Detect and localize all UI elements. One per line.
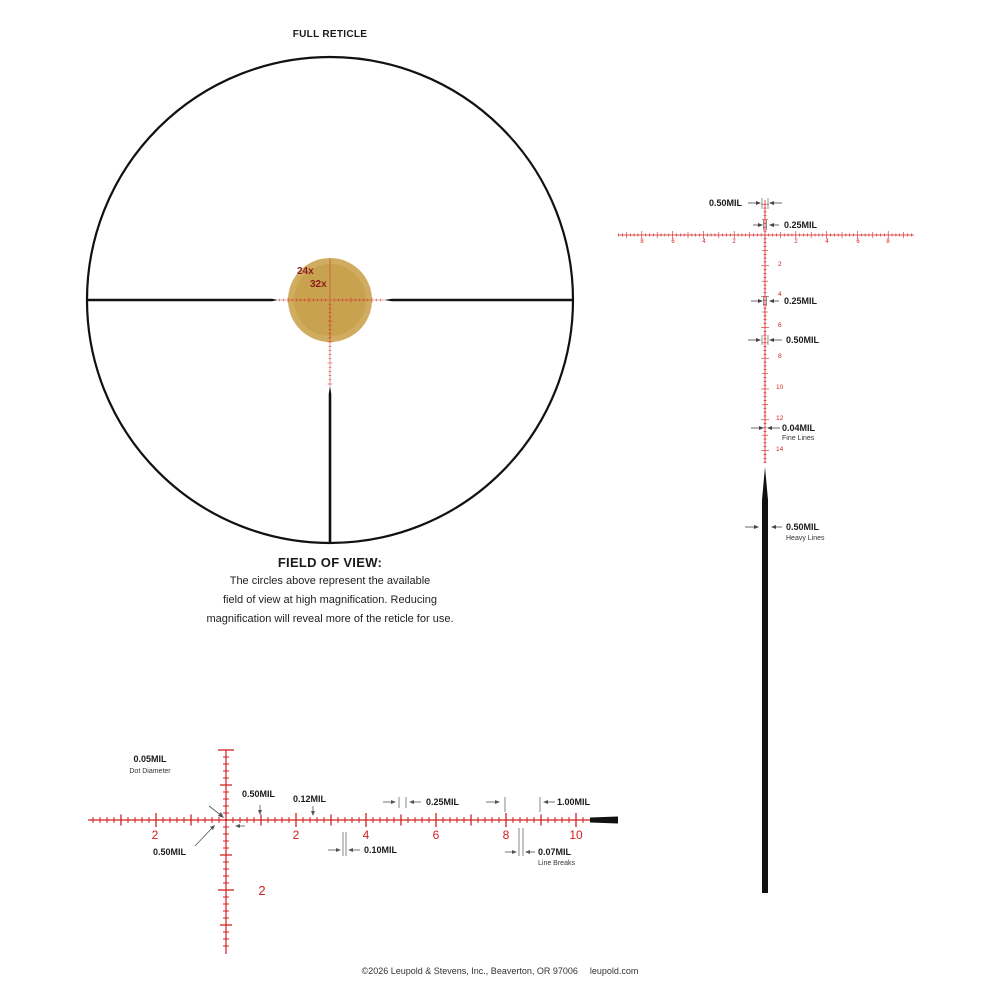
right-h-number: 6 (671, 239, 675, 245)
fov-description-line: field of view at high magnification. Reducing (222, 594, 437, 606)
right-h-number: 4 (825, 239, 829, 245)
bottom-left-number: 2 (151, 828, 159, 842)
callout-bottom-012 (293, 794, 327, 816)
callout-sublabel: Dot Diameter (129, 768, 171, 775)
callout-right-025-top (753, 220, 818, 230)
copyright-text: ©2026 Leupold & Stevens, Inc., Beaverton, OR 97006 (361, 966, 578, 976)
callout-right-top-050 (709, 198, 782, 209)
right-v-number: 4 (778, 291, 782, 298)
right-v-number: 2 (778, 261, 782, 268)
callout-label: 0.50MIL (709, 198, 743, 208)
right-post-tip (384, 299, 392, 302)
fov-heading: FIELD OF VIEW: (277, 555, 383, 570)
bottom-axis-number: 8 (502, 828, 510, 842)
bottom-axis-number: 6 (432, 828, 440, 842)
callout-label: 0.25MIL (784, 220, 818, 230)
bottom-axis-number: 10 (569, 828, 583, 842)
callout-sublabel: Heavy Lines (786, 535, 825, 542)
bottom-axis-numbers (293, 828, 583, 842)
callout-label: 0.50MIL (786, 335, 820, 345)
right-v-number: 8 (778, 353, 782, 360)
callout-label: 0.07MIL (538, 847, 572, 857)
center-dot (225, 819, 227, 821)
bottom-heavy-post (590, 817, 618, 824)
callout-label: 0.50MIL (242, 789, 276, 799)
page-title: FULL RETICLE (292, 29, 368, 40)
callout-bottom-100 (540, 797, 591, 812)
right-heavy-post (762, 467, 768, 893)
callout-right-004-fine (751, 423, 816, 442)
website-link[interactable]: leupold.com (589, 966, 639, 976)
right-v-number: 6 (778, 322, 782, 329)
callout-sublabel: Line Breaks (538, 860, 575, 867)
callout-right-050-mid (748, 335, 820, 345)
right-h-number: 8 (640, 239, 644, 245)
mag-label-24x: 24x (297, 266, 314, 277)
callout-label: 0.04MIL (782, 423, 816, 433)
left-post-tip (272, 299, 278, 302)
callout-label: 0.05MIL (133, 754, 167, 764)
callout-bottom-dot (129, 754, 224, 818)
callout-label: 0.10MIL (364, 845, 398, 855)
callout-label: 0.25MIL (784, 296, 818, 306)
callout-label: 0.50MIL (786, 522, 820, 532)
right-v-number: 10 (776, 384, 784, 391)
callout-label: 1.00MIL (557, 797, 591, 807)
right-h-number: 4 (702, 239, 706, 245)
callout-bottom-050-top (235, 789, 276, 828)
right-h-number: 2 (732, 239, 736, 245)
callout-right-025-mid (751, 296, 818, 306)
bottom-vertical-number: 2 (258, 883, 266, 898)
right-h-number: 6 (856, 239, 860, 245)
right-v-number: 12 (776, 415, 784, 422)
callout-label: 0.50MIL (153, 847, 187, 857)
right-h-number: 2 (794, 239, 798, 245)
footer (0, 966, 1000, 976)
callout-sublabel: Fine Lines (782, 435, 815, 442)
fov-description-line: magnification will reveal more of the reticle for use. (206, 613, 454, 625)
bottom-post-tip (329, 386, 332, 394)
fov-description-line: The circles above represent the available (229, 575, 431, 587)
right-h-number: 8 (886, 239, 890, 245)
callout-bottom-050-left (153, 825, 215, 857)
callout-label: 0.25MIL (426, 797, 460, 807)
callout-label: 0.12MIL (293, 794, 327, 804)
mag-label-32x: 32x (310, 279, 327, 290)
bottom-axis-number: 2 (292, 828, 300, 842)
right-v-number: 14 (776, 446, 784, 453)
callout-bottom-025 (383, 797, 505, 812)
bottom-axis-number: 4 (362, 828, 370, 842)
callout-right-050-heavy (745, 522, 825, 542)
callout-bottom-007 (502, 828, 575, 867)
